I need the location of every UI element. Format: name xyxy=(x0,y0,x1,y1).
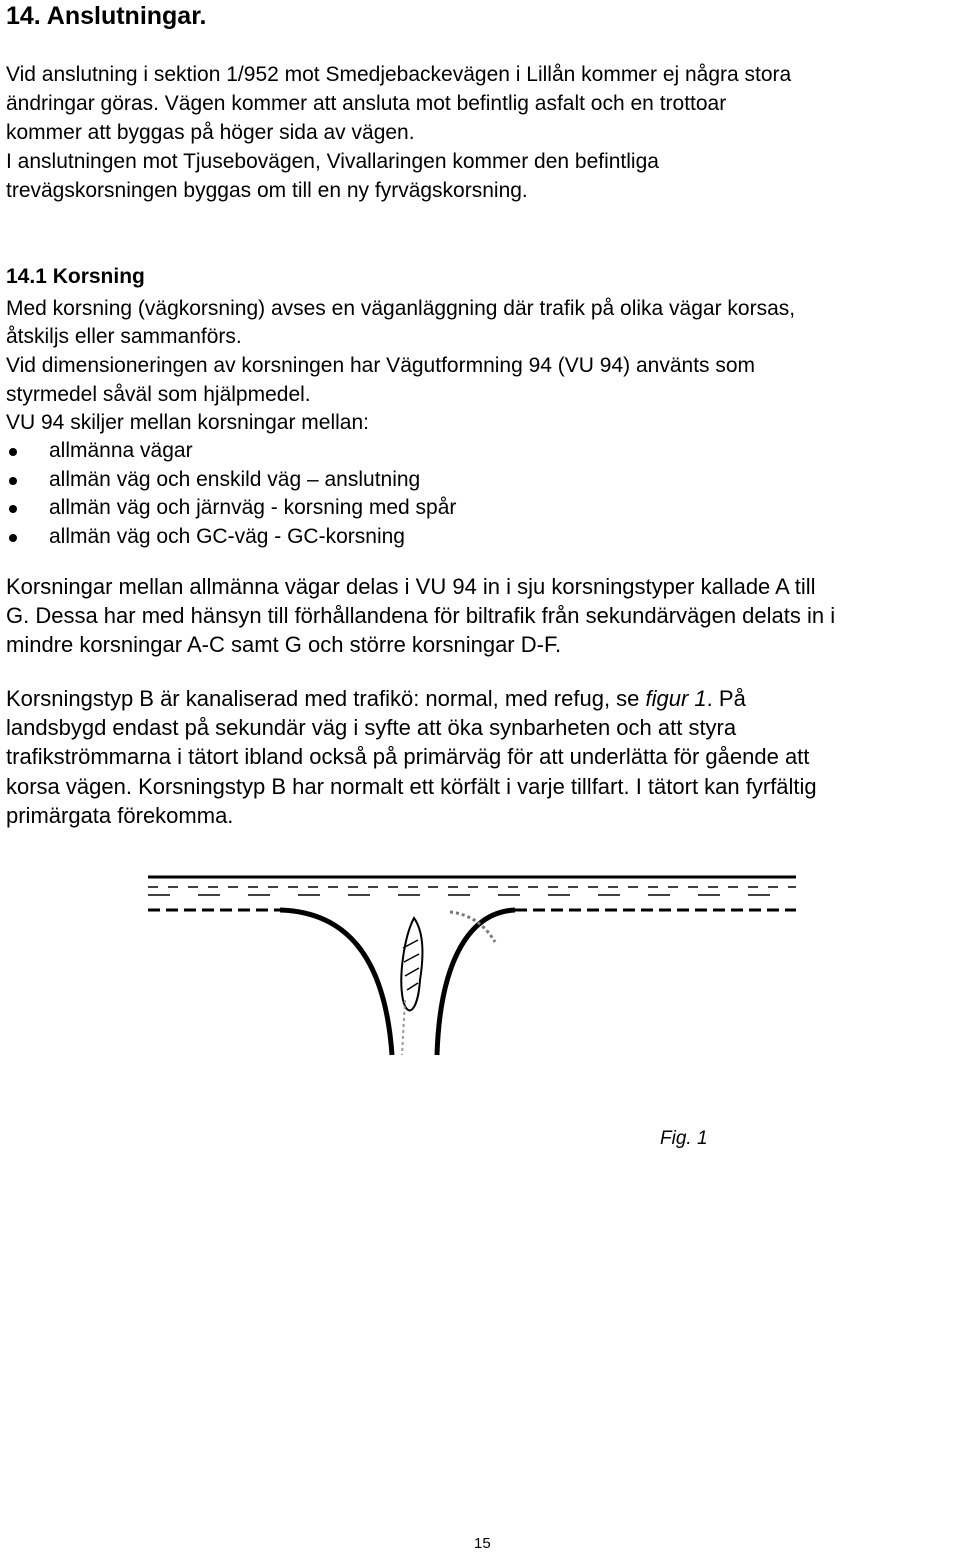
list-item-text: allmän väg och GC-väg - GC-korsning xyxy=(49,524,405,548)
side-road-right-curb xyxy=(437,910,515,1055)
bullet-icon xyxy=(9,477,17,485)
text-line: kommer att byggas på höger sida av vägen. xyxy=(6,121,415,144)
side-road-left-curb xyxy=(280,910,392,1055)
text-line: styrmedel såväl som hjälpmedel. xyxy=(6,383,311,406)
list-item-text: allmänna vägar xyxy=(49,439,193,462)
text-line: mindre korsningar A-C samt G och större korsningar D-F. xyxy=(6,632,562,657)
bullet-icon xyxy=(9,448,17,456)
section-heading: 14. Anslutningar. xyxy=(6,2,207,30)
traffic-island xyxy=(401,918,422,1010)
figure-reference: figur 1 xyxy=(645,686,707,711)
text-line: korsa vägen. Korsningstyp B har normalt ett körfält i varje tillfart. I tätort kan fyrfältig xyxy=(6,774,817,799)
text-fragment: . På xyxy=(706,686,746,711)
subsection-heading: 14.1 Korsning xyxy=(6,265,145,288)
list-item xyxy=(6,437,456,466)
text-fragment: Korsningstyp B är kanaliserad med trafikö: normal, med refug, se xyxy=(6,686,646,711)
text-line: Med korsning (vägkorsning) avses en väganläggning där trafik på olika vägar korsas, xyxy=(6,297,796,320)
list-item xyxy=(6,494,456,523)
list-item xyxy=(6,523,456,552)
list-item-text: allmän väg och järnväg - korsning med spår xyxy=(49,496,457,519)
text-line: trafikströmmarna i tätort ibland också på primärväg för att underlätta för gående att xyxy=(6,744,810,769)
intersection-diagram xyxy=(0,855,960,1155)
text-line: I anslutningen mot Tjusebovägen, Vivallaringen kommer den befintliga xyxy=(6,150,659,173)
text-line: Vid anslutning i sektion 1/952 mot Smedjebackevägen i Lillån kommer ej några stora xyxy=(6,63,792,86)
figure-caption: Fig. 1 xyxy=(660,1128,708,1149)
text-line: åtskiljs eller sammanförs. xyxy=(6,325,242,348)
text-line: ändringar göras. Vägen kommer att ansluta mot befintlig asfalt och en trottoar xyxy=(6,92,727,115)
list-item-text: allmän väg och enskild väg – anslutning xyxy=(49,467,421,491)
bullet-icon xyxy=(9,505,17,513)
side-road-center-line xyxy=(402,1000,405,1055)
text-line: primärgata förekomma. xyxy=(6,803,234,828)
bullet-icon xyxy=(9,534,17,542)
text-line xyxy=(6,684,746,714)
text-line: Korsningar mellan allmänna vägar delas i VU 94 in i sju korsningstyper kallade A till xyxy=(6,574,816,599)
text-line: landsbygd endast på sekundär väg i syfte att öka synbarheten och att styra xyxy=(6,715,737,740)
text-line: Vid dimensioneringen av korsningen har Vägutformning 94 (VU 94) använts som xyxy=(6,354,756,377)
text-line: trevägskorsningen byggas om till en ny fyrvägskorsning. xyxy=(6,179,528,202)
text-line: G. Dessa har med hänsyn till förhållandena för biltrafik från sekundärvägen delats in i xyxy=(6,603,836,628)
text-line: VU 94 skiljer mellan korsningar mellan: xyxy=(6,411,369,434)
bullet-list xyxy=(6,437,456,551)
list-item xyxy=(6,466,456,495)
page-number: 15 xyxy=(474,1535,491,1552)
